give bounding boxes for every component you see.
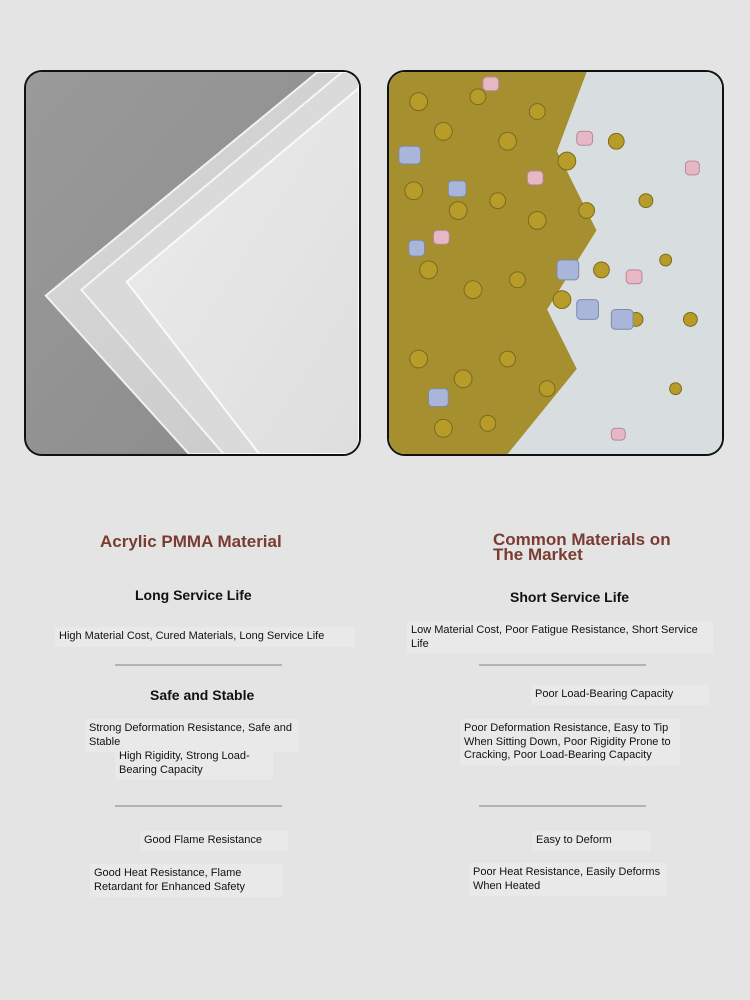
- left-section-2-text: Strong Deformation Resistance, Safe and Stable: [85, 719, 298, 752]
- right-section-3-text: Poor Heat Resistance, Easily Deforms When Heated: [469, 863, 667, 896]
- right-section-2-text: Poor Deformation Resistance, Easy to Tip When Sitting Down, Poor Rigidity Prone to Cracking, Poor Load-Bearing Capacity: [460, 719, 680, 766]
- market-heading: Common Materials on The Market: [493, 530, 671, 564]
- left-section-1-title: Long Service Life: [135, 587, 252, 603]
- left-section-2-text-2: High Rigidity, Strong Load-Bearing Capacity: [115, 747, 273, 780]
- right-divider-2: [479, 805, 646, 807]
- left-divider-2: [115, 805, 282, 807]
- left-section-2-title: Safe and Stable: [150, 687, 255, 703]
- right-section-1-text: Low Material Cost, Poor Fatigue Resistance, Short Service Life: [407, 621, 713, 654]
- acrylic-sheets-image: [24, 70, 361, 456]
- left-divider-1: [115, 664, 282, 666]
- acrylic-heading: Acrylic PMMA Material: [100, 532, 282, 551]
- right-section-1-title: Short Service Life: [510, 589, 630, 605]
- left-section-1-text: High Material Cost, Cured Materials, Long Service Life: [55, 627, 355, 647]
- right-section-2-title: Poor Load-Bearing Capacity: [531, 685, 709, 705]
- left-section-3-title: Good Flame Resistance: [140, 831, 288, 851]
- right-divider-1: [479, 664, 646, 666]
- plastic-pellets-image: [387, 70, 724, 456]
- right-section-3-title: Easy to Deform: [532, 831, 650, 851]
- left-section-3-text: Good Heat Resistance, Flame Retardant for Enhanced Safety: [90, 864, 283, 897]
